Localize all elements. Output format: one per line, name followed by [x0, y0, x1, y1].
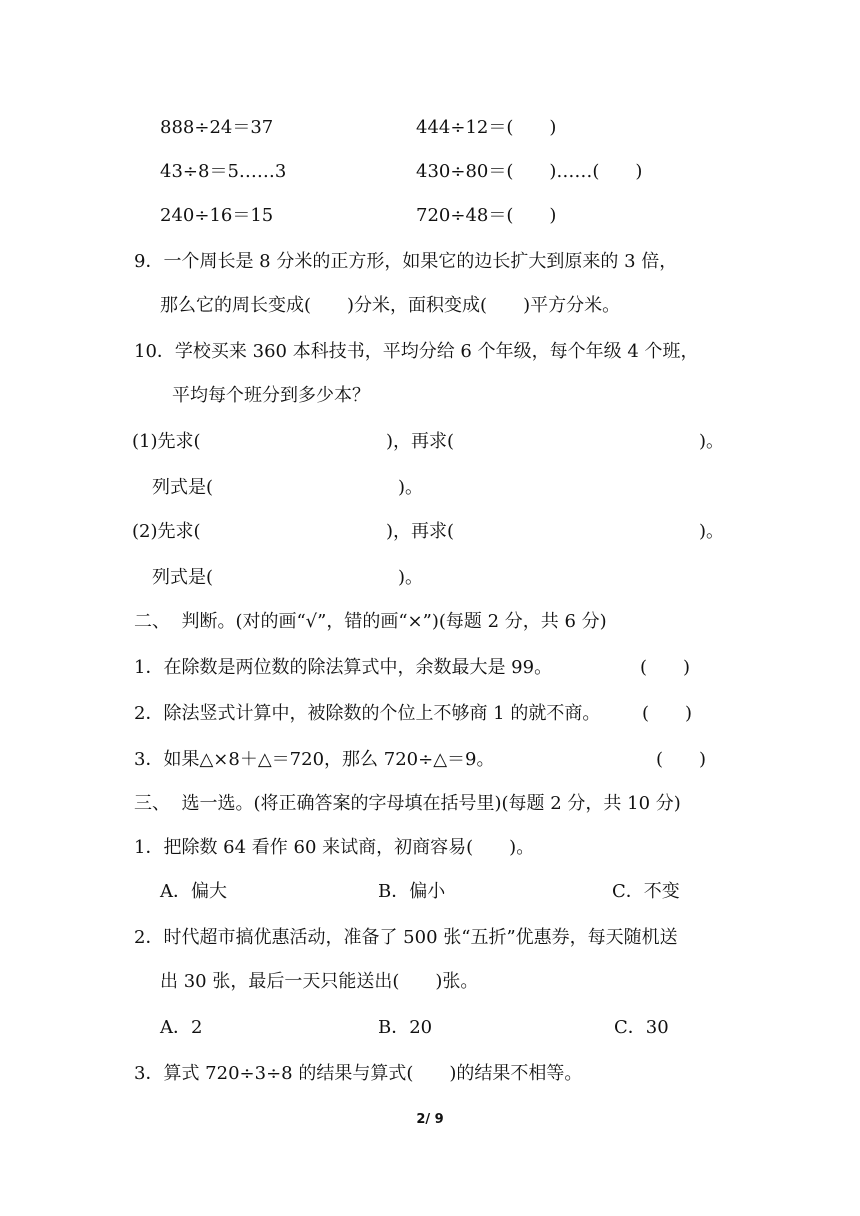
choice-q1-option-a: A．偏大: [160, 881, 227, 902]
calc-example-1: 888÷24＝37: [160, 117, 274, 138]
choice-q3: 3．算式 720÷3÷8 的结果与算式( )的结果不相等。: [134, 1063, 583, 1084]
judge-answer-3: ( ): [656, 749, 707, 770]
choice-q2-option-c: C．30: [614, 1017, 669, 1038]
calc-example-2: 43÷8＝5……3: [160, 161, 287, 182]
q10-part2-then: )，再求(: [386, 521, 455, 542]
calc-blank-2: 430÷80＝( )……( ): [416, 161, 643, 182]
q10-part1-formula-end: )。: [398, 477, 424, 498]
choice-q1-option-c: C．不变: [612, 881, 680, 902]
q9-line2: 那么它的周长变成( )分米，面积变成( )平方分米。: [160, 295, 621, 316]
judge-item-1: 1．在除数是两位数的除法算式中，余数最大是 99。: [134, 657, 553, 678]
calc-blank-3: 720÷48＝( ): [416, 205, 557, 226]
q10-part1-then: )，再求(: [386, 431, 455, 452]
page-number: 2/ 9: [416, 1112, 444, 1127]
q10-part2-formula-end: )。: [398, 567, 424, 588]
choice-q1-option-b: B．偏小: [378, 881, 446, 902]
q10-part1-formula: 列式是(: [152, 477, 214, 498]
q9-line1: 9．一个周长是 8 分米的正方形，如果它的边长扩大到原来的 3 倍，: [134, 251, 678, 272]
q10-part2-formula: 列式是(: [152, 567, 214, 588]
judge-answer-2: ( ): [642, 703, 693, 724]
choice-q2-option-b: B．20: [378, 1017, 433, 1038]
judge-item-2: 2．除法竖式计算中，被除数的个位上不够商 1 的就不商。: [134, 703, 601, 724]
choice-q2-line2: 出 30 张，最后一天只能送出( )张。: [160, 971, 479, 992]
q10-part1-first: (1)先求(: [132, 431, 201, 452]
q10-part1-end: )。: [699, 431, 725, 452]
judge-answer-1: ( ): [640, 657, 691, 678]
choice-q2-line1: 2．时代超市搞优惠活动，准备了 500 张“五折”优惠券，每天随机送: [134, 927, 678, 948]
q10-line1: 10．学校买来 360 本科技书，平均分给 6 个年级，每个年级 4 个班，: [134, 341, 699, 362]
calc-example-3: 240÷16＝15: [160, 205, 274, 226]
judge-item-3: 3．如果△×8＋△＝720，那么 720÷△＝9。: [134, 749, 495, 770]
choice-q1: 1．把除数 64 看作 60 来试商，初商容易( )。: [134, 837, 535, 858]
section3-title: 三、 选一选。(将正确答案的字母填在括号里)(每题 2 分，共 10 分): [134, 793, 681, 814]
section2-title: 二、 判断。(对的画“√”，错的画“×”)(每题 2 分，共 6 分): [134, 611, 607, 632]
calc-blank-1: 444÷12＝( ): [416, 117, 557, 138]
choice-q2-option-a: A．2: [160, 1017, 203, 1038]
q10-line2: 平均每个班分到多少本？: [172, 385, 370, 406]
q10-part2-end: )。: [699, 521, 725, 542]
q10-part2-first: (2)先求(: [132, 521, 201, 542]
